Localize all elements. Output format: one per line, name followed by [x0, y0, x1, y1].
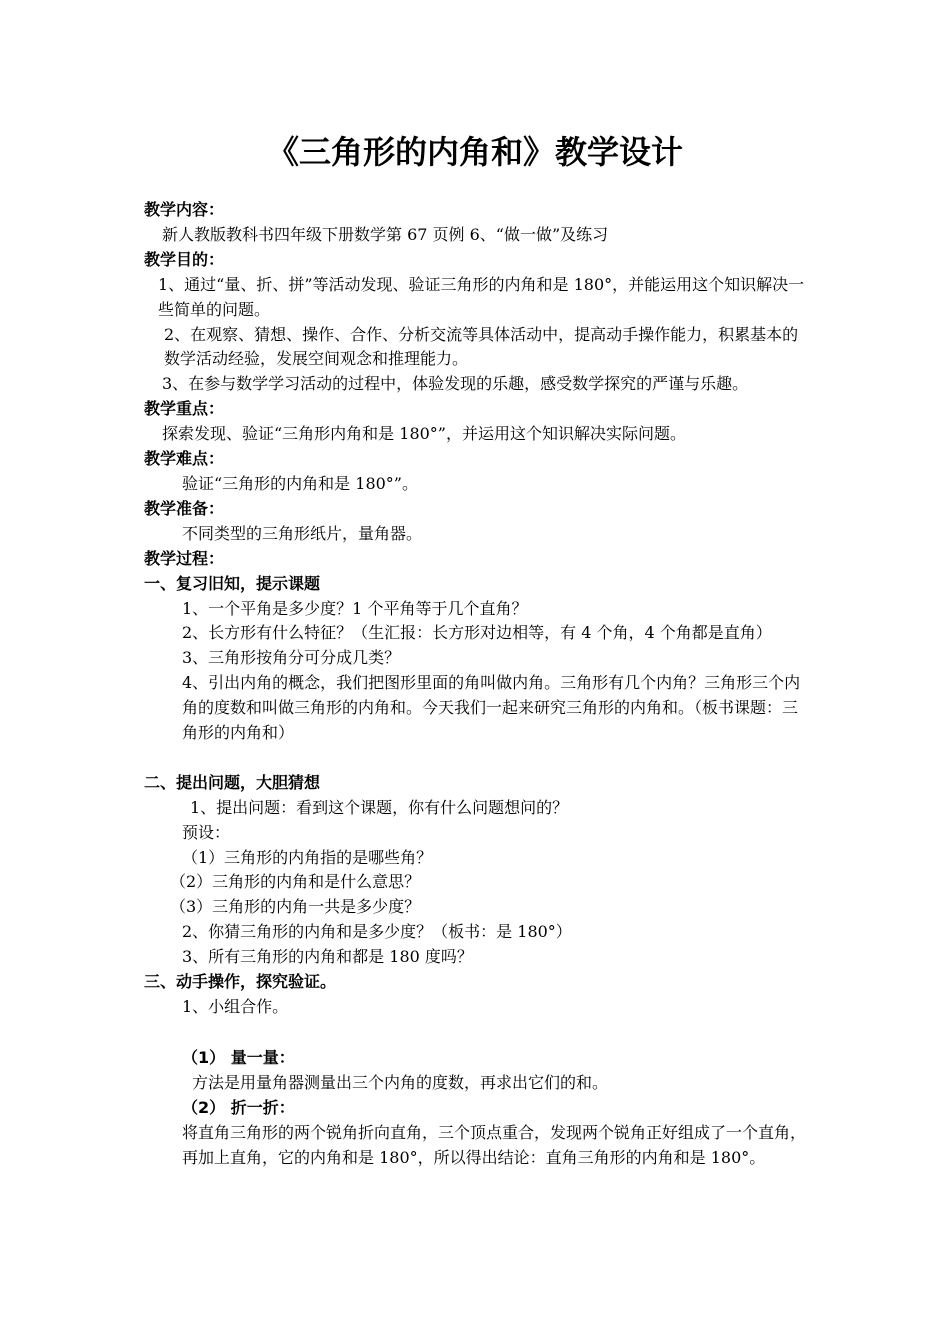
fold-label: （2） 折一折：	[182, 1097, 295, 1117]
objectives-label: 教学目的：	[144, 249, 225, 269]
objective-item: 2、在观察、猜想、操作、合作、分析交流等具体活动中，提高动手操作能力，积累基本的数学活动经验，发展空间观念和推理能力。	[164, 324, 799, 369]
section2-question: 1、提出问题：看到这个课题，你有什么问题想问的？	[190, 797, 569, 817]
difficulty-text: 验证“三角形的内角和是 180°”。	[182, 473, 418, 493]
section2-question: 3、所有三角形的内角和都是 180 度吗？	[182, 947, 473, 967]
section1-heading: 一、复习旧知，提示课题	[144, 573, 321, 593]
key-point-text: 探索发现、验证“三角形内角和是 180°”，并运用这个知识解决实际问题。	[162, 424, 686, 444]
measure-label: （1） 量一量：	[182, 1047, 295, 1067]
spacer	[144, 1020, 808, 1046]
preset-item: （1）三角形的内角指的是哪些角？	[182, 847, 433, 867]
page-title: 《三角形的内角和》教学设计	[266, 133, 683, 171]
document-body	[144, 198, 808, 1170]
preset-item: （2）三角形的内角和是什么意思？	[170, 872, 421, 892]
spacer	[144, 746, 808, 771]
section1-item: 1、一个平角是多少度？1 个平角等于几个直角？	[182, 598, 528, 618]
fold-text: 将直角三角形的两个锐角折向直角，三个顶点重合，发现两个锐角正好组成了一个直角，再加上直角，它的内角和是 180°，所以得出结论：直角三角形的内角和是 180°。	[182, 1122, 807, 1167]
section1-item: 4、引出内角的概念，我们把图形里面的角叫做内角。三角形有几个内角？三角形三个内角的度数和叫做三角形的内角和。今天我们一起来研究三角形的内角和。（板书课题：三角形的内角和）	[182, 673, 801, 743]
section1-item: 2、长方形有什么特征？（生汇报：长方形对边相等，有 4 个角，4 个角都是直角）	[182, 623, 772, 643]
key-point-label: 教学重点：	[144, 399, 225, 419]
preparation-label: 教学准备：	[144, 498, 225, 518]
content-text: 新人教版教科书四年级下册数学第 67 页例 6、“做一做”及练习	[162, 224, 609, 244]
objective-item: 3、在参与数学学习活动的过程中，体验发现的乐趣，感受数学探究的严谨与乐趣。	[162, 374, 749, 394]
preset-item: （3）三角形的内角一共是多少度？	[170, 897, 421, 917]
process-label: 教学过程：	[144, 548, 225, 568]
preparation-text: 不同类型的三角形纸片，量角器。	[182, 523, 423, 543]
preset-label: 预设：	[182, 822, 231, 842]
content-label: 教学内容：	[144, 200, 225, 219]
difficulty-label: 教学难点：	[144, 449, 225, 469]
section1-item: 3、三角形按角分可分成几类？	[182, 648, 401, 668]
section2-question: 2、你猜三角形的内角和是多少度？（板书：是 180°）	[182, 922, 572, 942]
measure-text: 方法是用量角器测量出三个内角的度数，再求出它们的和。	[192, 1072, 609, 1092]
section3-item: 1、小组合作。	[182, 996, 289, 1016]
objective-item: 1、通过“量、折、拼”等活动发现、验证三角形的内角和是 180°，并能运用这个知识解决一些简单的问题。	[158, 274, 805, 319]
section3-heading: 三、动手操作，探究验证。	[144, 972, 337, 992]
section2-heading: 二、提出问题，大胆猜想	[144, 772, 321, 792]
